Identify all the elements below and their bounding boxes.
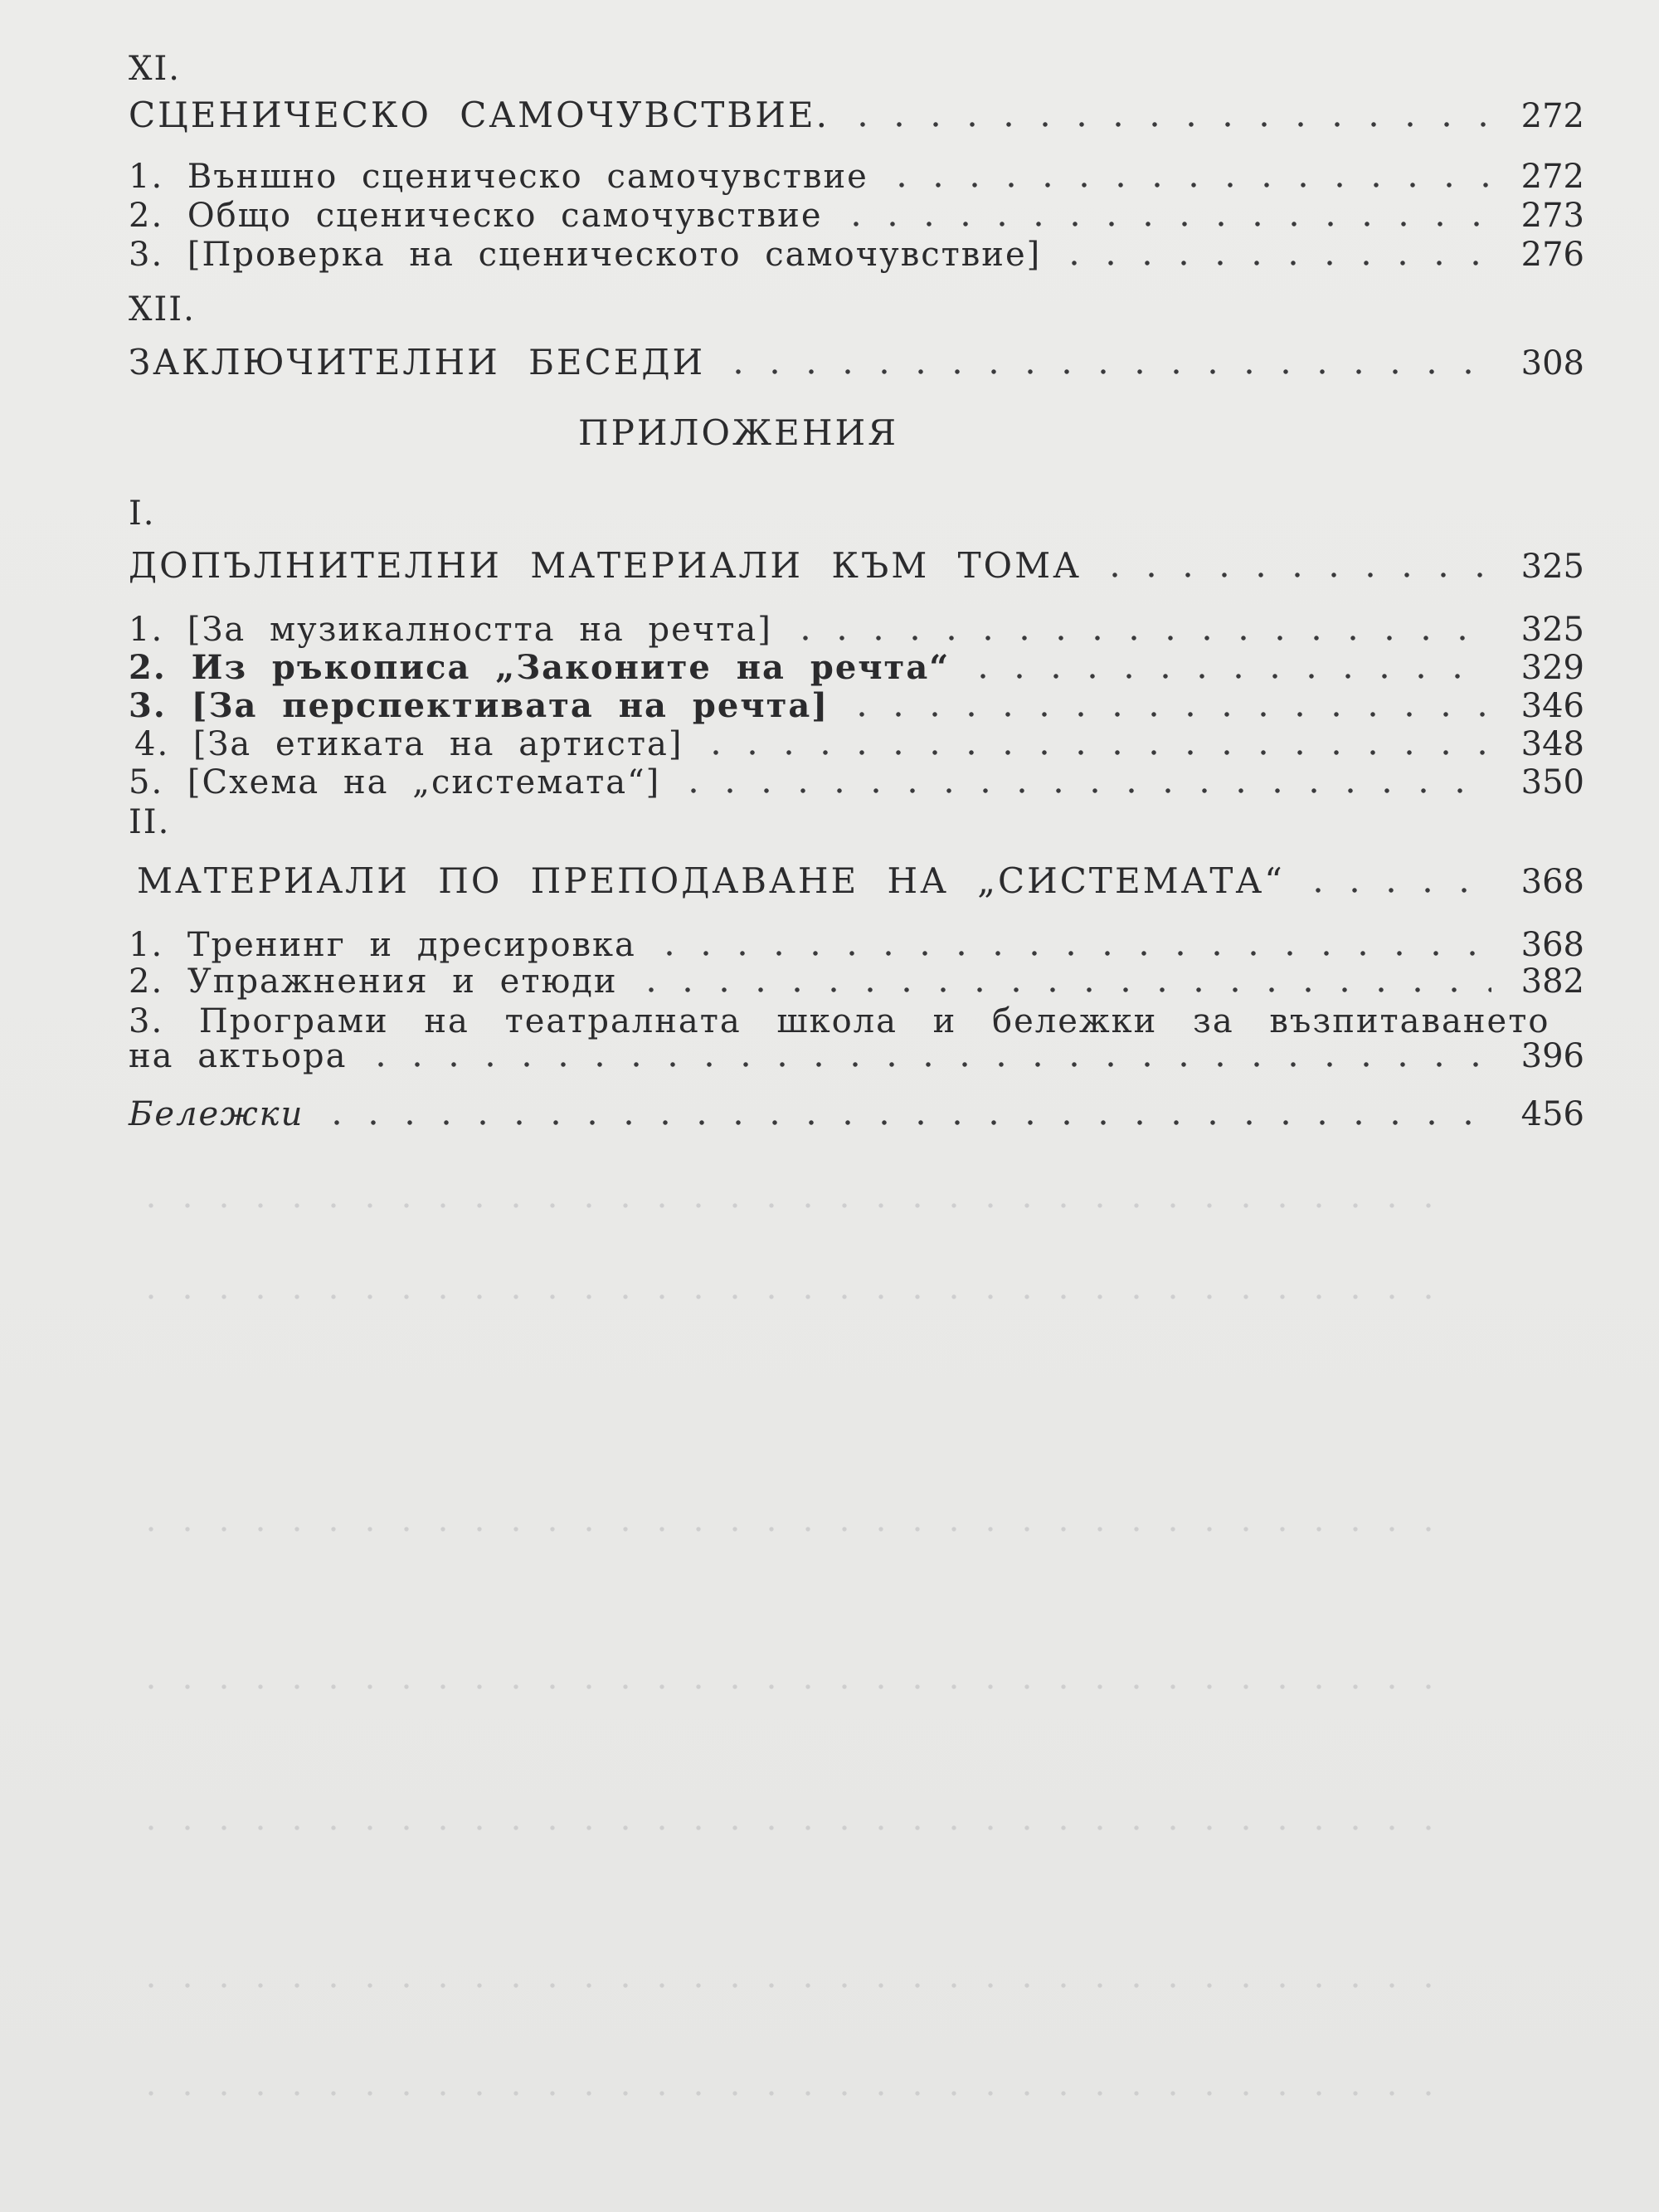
bleed-through-dots — [133, 2091, 1460, 2096]
toc-entry — [129, 1029, 1584, 1075]
entry-label: 4. [За етиката на артиста] — [134, 725, 684, 763]
entry-label: 2. Упражнения и етюди — [129, 962, 618, 1001]
dot-leader — [720, 369, 1491, 374]
appendix-part-ii-title: МАТЕРИАЛИ ПО ПРЕПОДАВАНЕ НА „СИСТЕМАТА“ — [137, 860, 1285, 901]
dot-leader — [844, 122, 1491, 127]
entry-label: 2. Из ръкописа „Законите на речта“ — [129, 648, 951, 687]
section-xii-number: XII. — [129, 290, 196, 329]
section-xii-page: 308 — [1520, 344, 1584, 382]
bleed-through-dots — [133, 1203, 1460, 1208]
dot-leader — [319, 1120, 1491, 1125]
appendix-part-ii-number: II. — [129, 803, 171, 841]
entry-label: 2. Общо сценическо самочувствие — [129, 197, 823, 235]
appendix-part-ii-row — [137, 855, 1584, 901]
entry-page: 273 — [1520, 197, 1584, 235]
entry-page: 382 — [1520, 962, 1584, 1001]
entry-label: 5. [Схема на „системата“] — [129, 763, 661, 801]
bleed-through-dots — [133, 1684, 1460, 1689]
notes-row — [129, 1087, 1584, 1133]
bleed-through-dots — [133, 1527, 1460, 1532]
dot-leader — [675, 788, 1491, 793]
appendix-heading: ПРИЛОЖЕНИЯ — [577, 412, 898, 453]
dot-leader — [838, 222, 1492, 227]
entry-label-line-1: 3. Програми на театралната школа и бележки за възпитаването — [129, 1002, 1550, 1040]
section-xii-title: ЗАКЛЮЧИТЕЛНИ БЕСЕДИ — [129, 342, 706, 382]
dot-leader — [1056, 261, 1491, 266]
entry-page: 350 — [1520, 763, 1584, 801]
entry-label: 1. [За музикалността на речта] — [129, 611, 772, 649]
dot-leader — [362, 1062, 1491, 1067]
notes-label: Бележки — [129, 1095, 304, 1133]
entry-page: 346 — [1520, 687, 1584, 725]
bleed-through-dots — [133, 1983, 1460, 1988]
appendix-part-i-title: ДОПЪЛНИТЕЛНИ МАТЕРИАЛИ КЪМ ТОМА — [129, 545, 1082, 586]
notes-page: 456 — [1520, 1095, 1584, 1133]
bleed-through-dots — [133, 1825, 1460, 1830]
appendix-part-i-page: 325 — [1520, 548, 1584, 586]
appendix-part-ii-page: 368 — [1520, 863, 1584, 901]
entry-label: 3. [Проверка на сценическото самочувствие] — [129, 236, 1042, 274]
entry-page: 329 — [1520, 649, 1584, 687]
toc-entry — [129, 954, 1584, 1001]
entry-label-line-2: на актьора — [129, 1037, 348, 1075]
entry-label: 1. Външно сценическо самочувствие — [129, 158, 868, 196]
entry-page: 276 — [1520, 236, 1584, 274]
section-xi-page: 272 — [1520, 97, 1584, 135]
dot-leader — [1097, 572, 1491, 577]
dot-leader — [633, 987, 1491, 992]
appendix-part-i-row — [129, 539, 1584, 586]
dot-leader — [1300, 888, 1491, 893]
section-xii-row — [129, 336, 1584, 382]
entry-page: 348 — [1520, 725, 1584, 763]
toc-entry — [129, 755, 1584, 801]
section-xi-title: СЦЕНИЧЕСКО САМОЧУВСТВИЕ. — [129, 95, 830, 135]
entry-page: 368 — [1520, 926, 1584, 964]
entry-label: 1. Тренинг и дресировка — [129, 926, 636, 964]
entry-page: 396 — [1520, 1037, 1584, 1075]
section-xi-row — [129, 89, 1584, 135]
bleed-through-dots — [133, 1294, 1460, 1299]
toc-entry — [129, 227, 1584, 274]
entry-page: 325 — [1520, 611, 1584, 649]
entry-page: 272 — [1520, 158, 1584, 196]
section-xi-number: XI. — [129, 50, 181, 88]
dot-leader — [883, 183, 1491, 188]
entry-label: 3. [За перспективата на речта] — [129, 686, 830, 725]
appendix-part-i-number: I. — [129, 495, 156, 533]
